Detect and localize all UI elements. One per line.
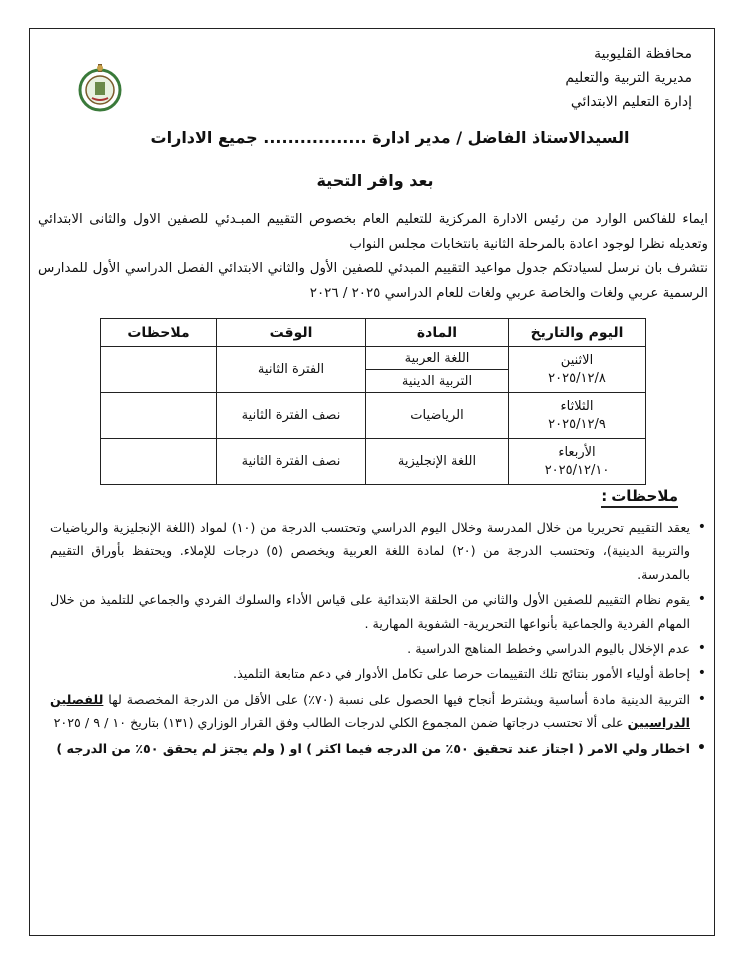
day-name: الأربعاء (558, 444, 596, 460)
day-date-cell (509, 439, 646, 485)
notes-cell (101, 347, 217, 393)
subject-cell: الرياضيات (366, 393, 509, 439)
day-date: ٢٠٢٥/١٢/١٠ (544, 462, 610, 478)
intro-text (38, 208, 708, 306)
time-cell: نصف الفترة الثانية (217, 439, 366, 485)
greeting: بعد وافر التحية (316, 171, 434, 190)
list-item: • يعقد التقييم تحريريا من خلال المدرسة وخلال اليوم الدراسي وتحتسب الدرجة من (١٠) لمواد (اللغة الإنجليزية والرياضيات والتربية الدينية)، وتحتسب الدرجة من (٢٠) لمادة اللغة العربية ويخصص (٥) درجات للإملاء. ويحتفظ بأوراق التقييم بالمدرسة. (50, 516, 690, 586)
note-5-part-2: على ألا تحتسب درجاتها ضمن المجموع الكلي لدرجات الطالب وفق القرار الوزاري (١٣١) بتاريخ ١٠ / ٩ / ٢٠٢٥ (53, 715, 624, 731)
list-item: • اخطار ولي الامر ( اجتاز عند تحقيق ٥٠٪ من الدرجه فيما اكثر ) او ( ولم يجتز لم يحقق ٥٠٪ من الدرجه ) (50, 737, 690, 760)
table-row (101, 393, 646, 439)
header-notes: ملاحظات (101, 319, 217, 347)
day-name: الاثنين (560, 352, 594, 368)
time-cell: نصف الفترة الثانية (217, 393, 366, 439)
schedule-table (100, 318, 646, 485)
list-item (50, 688, 690, 735)
administration-line: إدارة التعليم الابتدائي (570, 94, 692, 110)
list-item: • عدم الإخلال باليوم الدراسي وخطط المناهج الدراسية . (50, 637, 690, 660)
intro-paragraph-1: ايماء للفاكس الوارد من رئيس الادارة المركزية للتعليم العام بخصوص التقييم المبـدئي للصفين الاول والثانى الابتدائي وتعديله نظرا لوجود اعادة بالمرحلة الثانية بانتخابات مجلس النواب (38, 212, 708, 252)
letterhead (432, 42, 692, 114)
notes-cell (101, 439, 217, 485)
list-item: • يقوم نظام التقييم للصفين الأول والثاني من الحلقة الابتدائية على قياس الأداء والسلوك الفردي والجماعي للتلميذ من خلال المهام الفردية والجماعية بأنواعها التحريرية- الشفوية المهارية . (50, 588, 690, 635)
notes-list (50, 516, 708, 762)
list-item: • إحاطة أولياء الأمور بنتائج تلك التقييمات حرصا على تكامل الأدوار في دعم متابعة التلميذ. (50, 662, 690, 685)
header-time: الوقت (217, 319, 366, 347)
time-cell: الفترة الثانية (217, 347, 366, 393)
note-5-emphasis: للفصلين الدراسيين (50, 691, 690, 731)
directorate-line: مديرية التربية والتعليم (565, 70, 692, 86)
day-name: الثلاثاء (560, 398, 594, 414)
subject-cell: اللغة الإنجليزية (366, 439, 509, 485)
table-row (101, 347, 646, 370)
day-date: ٢٠٢٥/١٢/٨ (548, 370, 606, 386)
intro-paragraph-2: نتشرف بان نرسل لسيادتكم جدول مواعيد التقييم المبدئي للصفين الأول والثاني الابتدائي الفصل الدراسي الأول للمدارس الرسمية عربي ولغات والخاصة عربي ولغات للعام الدراسي ٢٠٢٥ / ٢٠٢٦ (38, 261, 708, 301)
day-date: ٢٠٢٥/١٢/٩ (548, 416, 606, 432)
table-row (101, 439, 646, 485)
governorate-line: محافظة القليوبية (594, 46, 692, 62)
subject-cell: التربية الدينية (366, 370, 509, 393)
ministry-emblem-icon (74, 62, 126, 114)
subject-cell: اللغة العربية (366, 347, 509, 370)
header-day-date: اليوم والتاريخ (509, 319, 646, 347)
header-subject: المادة (366, 319, 509, 347)
note-5-part-1: التربية الدينية مادة أساسية ويشترط أنجاح فيها الحصول على نسبة (٧٠٪) على الأقل من الدرجة المخصصة لها (108, 691, 690, 707)
day-date-cell (509, 393, 646, 439)
day-date-cell (509, 347, 646, 393)
address-line: السيدالاستاذ الفاضل / مدير ادارة ................. جميع الادارات (150, 128, 630, 147)
notes-heading: ملاحظات : (601, 486, 678, 508)
notes-cell (101, 393, 217, 439)
table-header-row (101, 319, 646, 347)
